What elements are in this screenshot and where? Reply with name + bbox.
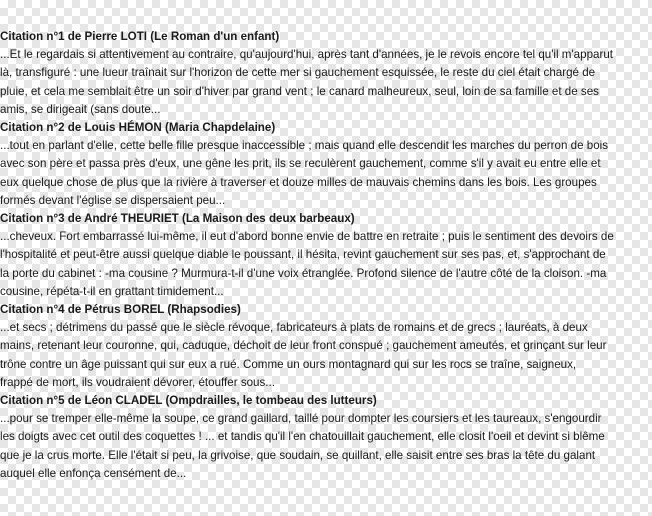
citation-title: Citation n°4 de Pétrus BOREL (Rhapsodies)	[0, 303, 241, 317]
citation-title: Citation n°1 de Pierre LOTI (Le Roman d'un enfant)	[0, 30, 280, 43]
citation-block	[0, 301, 648, 392]
citation-text-line: amis, se dirigeait (sans doute...	[0, 102, 161, 116]
citation-block	[0, 119, 648, 210]
citation-text-line: là, transfiguré : une lueur traînait sur l'horizon de cette mer si gauchement esquissée, le reste du ciel était chargé de	[0, 66, 596, 80]
citation-title: Citation n°2 de Louis HÉMON (Maria Chapdelaine)	[0, 121, 276, 135]
citation-text-line: ...et secs ; détrimens du passé que le siècle révoque, fabricateurs à plats de romains et de grecs ; lauréats, à deux	[0, 321, 588, 335]
citation-text-line: que je la crus morte. Elle l'était si peu, la grivoise, que soudain, se quillant, elle saisit entre ses bras la tête du galant	[0, 448, 596, 462]
citation-block	[0, 210, 648, 301]
citation-text-line: frappé de mort, ils voudraient dévorer, étouffer sous...	[0, 375, 275, 389]
citation-text-line: eux quelque chose de plus que la rivière à traverser et douze milles de mauvais chemins dans les bois. Les groupes	[0, 175, 597, 189]
citation-title: Citation n°3 de André THEURIET (La Maison des deux barbeaux)	[0, 212, 355, 226]
citation-text-line: ...cheveux. Fort embarrassé lui-même, il eut d'abord bonne envie de battre en retraite ; puis le sentiment des devoirs de	[0, 230, 614, 244]
citation-text-line: l'hospitalité et peut-être aussi quelque diable le poussant, il hésita, revint gauchement sur ses pas, et, s'approchant de	[0, 248, 606, 262]
citation-text-line: mains, retenant leur couronne, qui, caduque, déchoit de leur front conspué ; gauchement ameutés, et grinçant sur leur	[0, 339, 607, 353]
citation-text-line: pluie, et cela me semblait être un soir d'hiver par grand vent ; le canard malheureux, seul, loin de sa famille et de ses	[0, 84, 599, 98]
citation-text-line: la porte du cabinet : -ma cousine ? Murmura-t-il d'une voix étranglée. Profond silence de l'autre côté de la cloison. -ma	[0, 266, 607, 280]
citation-text-line: ...tout en parlant d'elle, cette belle fille presque inaccessible ; mais quand elle descendit les marches du perron de bois	[0, 139, 609, 153]
citation-block	[0, 392, 648, 483]
citation-text-line: auquel elle enfonça censément de...	[0, 466, 187, 480]
citation-block	[0, 28, 648, 119]
citations-document	[0, 28, 648, 483]
citation-text-line: ...pour se tremper elle-même la soupe, ce grand gaillard, taillé pour dompter les coursiers et les taureaux, s'engourdir	[0, 412, 602, 426]
citation-text-line: les doigts avec cet outil des coquettes ! ... et tandis qu'il l'en chatouillait gauchement, elle closit l'oeil et devint si blême	[0, 430, 605, 444]
citation-text-line: cousine, répéta-t-il en grattant timidement...	[0, 284, 224, 298]
citation-text-line: trône contre un âge puissant qui sur eux a rué. Comme un ours montagnard qui sur les rocs se traîne, saigneux,	[0, 357, 577, 371]
citation-title: Citation n°5 de Léon CLADEL (Ompdrailles, le tombeau des lutteurs)	[0, 394, 377, 408]
citation-text-line: ...Et le regardais si attentivement au contraire, qu'aujourd'hui, après tant d'années, je le revois encore tel qu'il m'apparut	[0, 48, 614, 62]
citation-text-line: formés devant l'église se dispersaient peu...	[0, 193, 226, 207]
citation-text-line: avec son père et passa près d'eux, une gêne les prit, ils se reculèrent gauchement, comme s'il y avait eu entre elle et	[0, 157, 601, 171]
